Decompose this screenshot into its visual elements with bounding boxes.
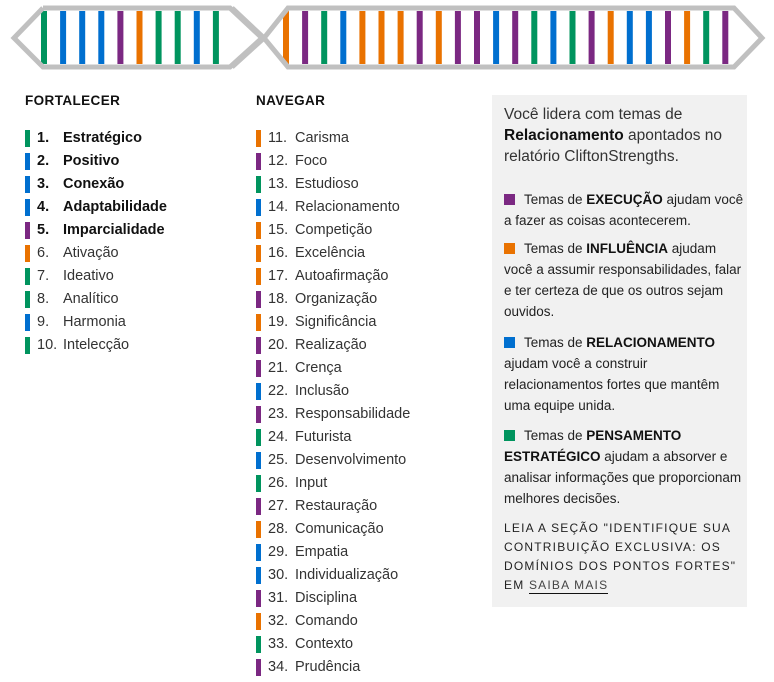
theme-item <box>25 268 235 291</box>
executing-domain-icon <box>256 590 261 607</box>
influencing-domain-icon <box>256 130 261 147</box>
relationship-theme-bar <box>493 11 499 64</box>
theme-name: Prudência <box>295 659 361 675</box>
domain-name: INFLUÊNCIA <box>586 241 669 256</box>
executing-domain-icon <box>25 222 30 239</box>
theme-rank: 26. <box>268 475 289 491</box>
theme-rank: 10. <box>37 337 58 353</box>
theme-item <box>256 521 486 544</box>
theme-name: Carisma <box>295 130 349 146</box>
intro-domain: Relacionamento <box>504 127 624 144</box>
domain-executing <box>504 189 744 231</box>
strategic-domain-icon <box>25 337 30 354</box>
influencing-domain-icon <box>256 613 261 630</box>
domain-name: RELACIONAMENTO <box>586 335 716 350</box>
executing-theme-bar <box>417 11 423 64</box>
strand-2-bars <box>283 11 728 64</box>
domain-name: EXECUÇÃO <box>586 192 663 207</box>
theme-rank: 11. <box>268 130 288 146</box>
executing-theme-bar <box>474 11 480 64</box>
theme-rank: 24. <box>268 429 289 445</box>
domain-text: ajudam a absorver e analisar informações que proporcionam melhores decisões. <box>504 449 742 506</box>
domain-text: Temas de <box>524 428 587 443</box>
theme-item <box>25 337 235 360</box>
relationship-domain-icon <box>256 383 261 400</box>
fortalecer-title: FORTALECER <box>25 93 121 108</box>
theme-name: Excelência <box>295 245 366 261</box>
navegar-theme-list <box>256 130 486 682</box>
theme-name: Positivo <box>63 153 120 169</box>
theme-rank: 16. <box>268 245 289 261</box>
theme-item <box>256 659 486 682</box>
influencing-swatch-icon <box>504 243 515 254</box>
theme-item <box>256 245 486 268</box>
relationship-theme-bar <box>340 11 346 64</box>
theme-rank: 4. <box>37 199 50 215</box>
theme-item <box>256 268 486 291</box>
executing-domain-icon <box>256 406 261 423</box>
domain-text: Temas de <box>524 241 587 256</box>
theme-item <box>25 222 235 245</box>
executing-theme-bar <box>589 11 595 64</box>
theme-rank: 8. <box>37 291 50 307</box>
theme-item <box>256 176 486 199</box>
strategic-theme-bar <box>531 11 537 64</box>
theme-name: Realização <box>295 337 367 353</box>
theme-rank: 33. <box>268 636 289 652</box>
executing-theme-bar <box>455 11 461 64</box>
influencing-theme-bar <box>379 11 385 64</box>
theme-name: Futurista <box>295 429 352 445</box>
domain-info-panel <box>492 95 747 607</box>
strategic-theme-bar <box>213 11 219 64</box>
theme-rank: 21. <box>268 360 289 376</box>
relationship-domain-icon <box>256 452 261 469</box>
theme-name: Imparcialidade <box>63 222 165 238</box>
strategic-theme-bar <box>570 11 576 64</box>
influencing-theme-bar <box>359 11 365 64</box>
theme-name: Estudioso <box>295 176 359 192</box>
theme-item <box>25 291 235 314</box>
theme-rank: 12. <box>268 153 289 169</box>
theme-item <box>256 475 486 498</box>
executing-swatch-icon <box>504 194 515 205</box>
theme-name: Autoafirmação <box>295 268 389 284</box>
theme-rank: 5. <box>37 222 50 238</box>
domain-text: ajudam você a fazer as coisas acontecerem. <box>504 192 744 228</box>
influencing-theme-bar <box>283 11 289 64</box>
strategic-theme-bar <box>41 11 47 64</box>
theme-rank: 7. <box>37 268 50 284</box>
theme-item <box>256 429 486 452</box>
read-more-text: LEIA A SEÇÃO "IDENTIFIQUE SUA CONTRIBUIÇÃO EXCLUSIVA: OS DOMÍNIOS DOS PONTOS FORTES" EM <box>504 521 737 592</box>
theme-name: Comunicação <box>295 521 384 537</box>
theme-name: Significância <box>295 314 377 330</box>
theme-name: Responsabilidade <box>295 406 411 422</box>
relationship-theme-bar <box>550 11 556 64</box>
fortalecer-column <box>25 93 235 360</box>
theme-rank: 2. <box>37 153 50 169</box>
theme-name: Harmonia <box>63 314 126 330</box>
relationship-theme-bar <box>194 11 200 64</box>
strategic-theme-bar <box>175 11 181 64</box>
theme-name: Foco <box>295 153 328 169</box>
theme-name: Input <box>295 475 328 491</box>
theme-rank: 19. <box>268 314 289 330</box>
relationship-domain-icon <box>256 567 261 584</box>
strategic-domain-icon <box>256 475 261 492</box>
executing-domain-icon <box>256 337 261 354</box>
theme-item <box>25 199 235 222</box>
fortalecer-theme-list <box>25 130 235 360</box>
domain-text: Temas de <box>524 335 587 350</box>
theme-name: Relacionamento <box>295 199 400 215</box>
leadership-summary <box>504 104 742 167</box>
theme-item <box>256 383 486 406</box>
theme-rank: 34. <box>268 659 289 675</box>
theme-name: Individualização <box>295 567 399 583</box>
intro-text-end: apontados no relatório CliftonStrengths. <box>504 127 722 165</box>
intro-text: Você lidera com temas de <box>504 106 683 123</box>
theme-name: Desenvolvimento <box>295 452 407 468</box>
influencing-domain-icon <box>256 245 261 262</box>
relationship-theme-bar <box>60 11 66 64</box>
theme-rank: 15. <box>268 222 289 238</box>
theme-item <box>25 314 235 337</box>
navegar-column <box>256 93 486 682</box>
theme-item <box>256 360 486 383</box>
theme-item <box>256 452 486 475</box>
influencing-theme-bar <box>436 11 442 64</box>
theme-rank: 14. <box>268 199 289 215</box>
relationship-domain-icon <box>25 176 30 193</box>
theme-item <box>25 153 235 176</box>
theme-item <box>25 130 235 153</box>
relationship-domain-icon <box>256 544 261 561</box>
domain-name: PENSAMENTO ESTRATÉGICO <box>504 428 682 464</box>
strategic-domain-icon <box>256 429 261 446</box>
theme-rank: 9. <box>37 314 50 330</box>
relationship-domain-icon <box>25 314 30 331</box>
executing-domain-icon <box>256 291 261 308</box>
influencing-domain-icon <box>256 268 261 285</box>
strategic-domain-icon <box>25 268 30 285</box>
read-more-note <box>504 519 744 595</box>
theme-item <box>256 130 486 153</box>
theme-rank: 28. <box>268 521 289 537</box>
theme-name: Estratégico <box>63 130 142 146</box>
theme-name: Restauração <box>295 498 378 514</box>
theme-name: Competição <box>295 222 373 238</box>
theme-rank: 22. <box>268 383 289 399</box>
theme-item <box>256 498 486 521</box>
strategic-swatch-icon <box>504 430 515 441</box>
saiba-mais-link[interactable]: SAIBA MAIS <box>528 578 609 592</box>
strategic-theme-bar <box>321 11 327 64</box>
theme-item <box>25 245 235 268</box>
theme-item <box>256 567 486 590</box>
strategic-theme-bar <box>703 11 709 64</box>
domain-relationship <box>504 332 744 416</box>
domain-influencing <box>504 238 744 322</box>
strategic-theme-bar <box>156 11 162 64</box>
influencing-theme-bar <box>608 11 614 64</box>
executing-domain-icon <box>256 659 261 676</box>
theme-name: Empatia <box>295 544 349 560</box>
theme-rank: 23. <box>268 406 289 422</box>
theme-rank: 29. <box>268 544 289 560</box>
executing-domain-icon <box>256 360 261 377</box>
navegar-title: NAVEGAR <box>256 93 326 108</box>
theme-name: Ativação <box>63 245 119 261</box>
domain-strategic <box>504 425 744 509</box>
influencing-domain-icon <box>256 222 261 239</box>
theme-name: Contexto <box>295 636 354 652</box>
theme-rank: 25. <box>268 452 289 468</box>
theme-rank: 17. <box>268 268 289 284</box>
theme-rank: 32. <box>268 613 289 629</box>
theme-item <box>256 636 486 659</box>
theme-item <box>256 314 486 337</box>
theme-name: Conexão <box>63 176 125 192</box>
theme-rank: 31. <box>268 590 289 606</box>
theme-rank: 20. <box>268 337 289 353</box>
theme-item <box>256 544 486 567</box>
strengths-dna-helix <box>0 0 774 75</box>
influencing-domain-icon <box>25 245 30 262</box>
theme-name: Adaptabilidade <box>63 199 167 215</box>
executing-domain-icon <box>256 498 261 515</box>
theme-item <box>256 613 486 636</box>
theme-name: Analítico <box>63 291 119 307</box>
theme-name: Organização <box>295 291 378 307</box>
theme-rank: 1. <box>37 130 50 146</box>
theme-name: Disciplina <box>295 590 358 606</box>
relationship-domain-icon <box>25 153 30 170</box>
theme-rank: 13. <box>268 176 289 192</box>
relationship-swatch-icon <box>504 337 515 348</box>
executing-theme-bar <box>722 11 728 64</box>
domain-text: ajudam você a assumir responsabilidades, falar e ter certeza de que os outros sejam ouvidos. <box>504 241 742 319</box>
relationship-domain-icon <box>25 199 30 216</box>
theme-item <box>256 291 486 314</box>
executing-theme-bar <box>117 11 123 64</box>
strategic-domain-icon <box>256 176 261 193</box>
executing-theme-bar <box>512 11 518 64</box>
relationship-theme-bar <box>98 11 104 64</box>
relationship-theme-bar <box>646 11 652 64</box>
relationship-domain-icon <box>256 199 261 216</box>
theme-item <box>256 222 486 245</box>
theme-item <box>256 337 486 360</box>
strategic-domain-icon <box>256 636 261 653</box>
influencing-theme-bar <box>398 11 404 64</box>
theme-item <box>256 590 486 613</box>
influencing-theme-bar <box>684 11 690 64</box>
theme-rank: 18. <box>268 291 289 307</box>
executing-domain-icon <box>256 153 261 170</box>
theme-name: Comando <box>295 613 358 629</box>
theme-item <box>256 406 486 429</box>
strategic-domain-icon <box>25 130 30 147</box>
strand-1-bars <box>41 11 219 64</box>
theme-name: Crença <box>295 360 342 376</box>
theme-rank: 27. <box>268 498 289 514</box>
theme-rank: 30. <box>268 567 289 583</box>
relationship-theme-bar <box>79 11 85 64</box>
domain-text: Temas de <box>524 192 587 207</box>
theme-name: Intelecção <box>63 337 130 353</box>
theme-rank: 3. <box>37 176 50 192</box>
domain-text: ajudam você a construir relacionamentos fortes que mantêm uma equipe unida. <box>504 356 720 413</box>
executing-theme-bar <box>665 11 671 64</box>
theme-item <box>256 153 486 176</box>
theme-rank: 6. <box>37 245 50 261</box>
theme-name: Inclusão <box>295 383 350 399</box>
executing-theme-bar <box>302 11 308 64</box>
theme-name: Ideativo <box>63 268 114 284</box>
theme-item <box>25 176 235 199</box>
strategic-domain-icon <box>25 291 30 308</box>
influencing-domain-icon <box>256 521 261 538</box>
theme-item <box>256 199 486 222</box>
relationship-theme-bar <box>627 11 633 64</box>
influencing-theme-bar <box>137 11 143 64</box>
influencing-domain-icon <box>256 314 261 331</box>
